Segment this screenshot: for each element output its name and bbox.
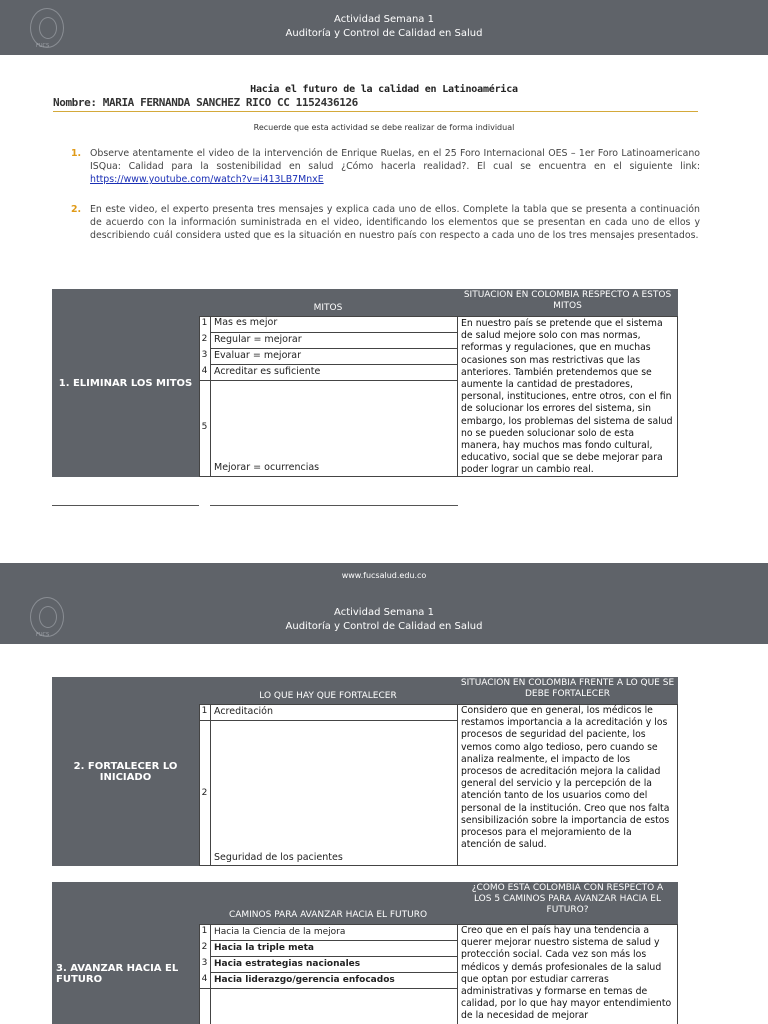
list-item: Acreditar es suficiente [211, 364, 457, 379]
signature-line [210, 505, 458, 506]
situation-text: Creo que en el país hay una tendencia a querer mejorar nuestro sistema de salud y protección social. Cada vez son más los médicos y demás profesionales de la salud que optan por estudiar carreras administrativas y formarse en temas de calidad, por lo que hay mayor entendimiento de la necesidad de mejorar [461, 925, 672, 1022]
course-title: Auditoría y Control de Calidad en Salud [285, 621, 483, 632]
list-item: Seguridad de los pacientes [214, 852, 343, 863]
section-label-text: 1. ELIMINAR LOS MITOS [58, 377, 193, 389]
instruction-number: 2. [71, 204, 82, 215]
list-item: Hacia la Ciencia de la mejora [214, 927, 346, 937]
column-header [199, 677, 457, 704]
banner-title [0, 606, 768, 634]
item-number: 2 [201, 942, 208, 952]
item-number: 3 [201, 958, 208, 968]
list-item: Regular = mejorar [211, 332, 457, 347]
instruction-text: Observe atentamente el video de la intervención de Enrique Ruelas, en el 25 Foro Internacional OES – 1er Foro Latinoamericano ISQua: Calidad para la sostenibilidad en salud ¿Cómo hacerla realidad?. El cual se encuentra en el siguiente link: [90, 148, 700, 172]
column-header-text: LO QUE HAY QUE FORTALECER [259, 691, 397, 701]
column-header-text: CAMINOS PARA AVANZAR HACIA EL FUTURO [228, 910, 428, 920]
section-label-text: 2. FORTALECER LO INICIADO [73, 760, 178, 783]
list-item: Hacia liderazgo/gerencia enfocados [211, 972, 457, 987]
row-divider [199, 720, 457, 721]
situation-header [457, 677, 678, 704]
student-name: Nombre: MARIA FERNANDA SANCHEZ RICO CC 1152436126 [53, 96, 698, 112]
situation-header [457, 289, 678, 316]
logo-caption: FUCS [36, 43, 50, 49]
video-link[interactable]: https://www.youtube.com/watch?v=i413LB7MnxE [90, 174, 324, 185]
column-header [199, 289, 457, 316]
activity-title: Actividad Semana 1 [334, 607, 434, 618]
activity-title: Actividad Semana 1 [334, 14, 434, 25]
list-item: Evaluar = mejorar [211, 348, 457, 363]
logo-caption: FUCS [36, 632, 50, 638]
situation-header-text: SITUACION EN COLOMBIA FRENTE A LO QUE SE DEBE FORTALECER [460, 678, 675, 699]
list-item: Hacia estrategias nacionales [211, 956, 457, 971]
instruction-1 [71, 147, 700, 186]
banner-title [0, 13, 768, 41]
situation-header-text: SITUACION EN COLOMBIA RESPECTO A ESTOS MITOS [463, 290, 672, 311]
item-number: 4 [201, 974, 208, 984]
signature-line [52, 505, 199, 506]
column-header [199, 882, 457, 924]
list-item: Hacia la triple meta [211, 940, 457, 955]
item-number: 2 [201, 334, 208, 344]
situation-header-text: ¿COMO ESTA COLOMBIA CON RESPECTO A LOS 5 CAMINOS PARA AVANZAR HACIA EL FUTURO? [471, 883, 664, 915]
num-divider [210, 704, 211, 866]
item-number: 2 [201, 788, 208, 798]
instruction-2 [71, 203, 700, 242]
course-title: Auditoría y Control de Calidad en Salud [285, 28, 483, 39]
instruction-number: 1. [71, 148, 82, 159]
situation-text: En nuestro país se pretende que el sistema de salud mejore solo con mas normas, reformas y regulaciones, que en muchas ocasiones son mas restrictivas que las anteriores. También pretendemos que se aumente la cantidad de prestadores, personal, instituciones, entre otros, con el fin de solucionar los errores del sistema, sin embargo, los problemas del sistema de salud no se pueden solucionar solo de esta manera, hay muchos mas fondo cultural, educativo, social que se debe mejorar para poder lograr un cambio real. [461, 318, 673, 476]
row-divider [199, 988, 457, 989]
row-divider [199, 380, 457, 381]
instruction-text: En este video, el experto presenta tres mensajes y explica cada uno de ellos. Complete la tabla que se presenta a continuación de acuerdo con la información suministrada en el video, identificando los elementos que se presentan en cada uno de ellos y describiendo cuál considera usted que es la situación en nuestro país con respecto a cada uno de los tres mensajes presentados. [90, 204, 700, 241]
header-banner [0, 0, 768, 55]
section-label [52, 882, 199, 1024]
header-banner [0, 589, 768, 644]
reminder-note: Recuerde que esta actividad se debe realizar de forma individual [253, 123, 515, 132]
footer-url: www.fucsalud.edu.co [0, 563, 768, 589]
item-number: 3 [201, 350, 208, 360]
section-label-text: 3. AVANZAR HACIA EL FUTURO [56, 963, 179, 985]
list-item: Mejorar = ocurrencias [214, 462, 320, 473]
item-number: 1 [201, 926, 208, 936]
item-number: 1 [201, 706, 208, 716]
list-item: Mas es mejor [214, 317, 278, 328]
page-heading: Hacia el futuro de la calidad en Latinoamérica [250, 84, 518, 95]
situation-text: Considero que en general, los médicos le restamos importancia a la acreditación y los procesos de seguridad del paciente, los vemos como algo tedioso, pero cuando se analiza realmente, el impacto de los procesos de acreditación mejora la calidad general del servicio y la percepción de la atención tanto de los usuarios como del personal de la institución. Creo que nos falta sensibilización sobre la importancia de estos procesos para el mejoramiento de la atención de salud. [461, 705, 670, 851]
list-item: Acreditación [214, 706, 274, 717]
items-cell [199, 704, 458, 866]
item-number: 4 [201, 366, 208, 376]
situation-header [457, 882, 678, 924]
section-label [52, 677, 199, 866]
item-number: 1 [201, 318, 208, 328]
section-label [52, 289, 199, 477]
column-header-text: MITOS [313, 303, 343, 313]
item-number: 5 [201, 422, 208, 432]
